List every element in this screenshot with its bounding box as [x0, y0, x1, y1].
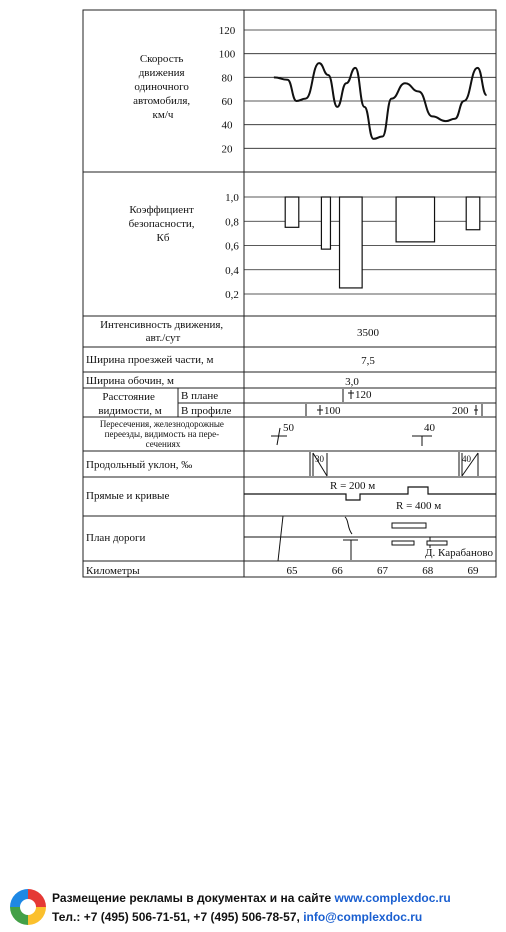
km-tick-label: 69 [467, 565, 479, 577]
plan-label: План дороги [86, 532, 146, 544]
crossings-label: Пересечения, железнодорожные переезды, видимость на пере- сечениях [99, 419, 224, 449]
visibility-plan-value: 120 [355, 389, 372, 401]
grade-value-2: 40 [462, 454, 471, 464]
curve-r2: R = 400 м [396, 500, 442, 512]
km-label: Километры [86, 565, 140, 577]
footer-email-link[interactable]: info@complexdoc.ru [303, 910, 423, 924]
footer-line-2: Тел.: +7 (495) 506-71-51, +7 (495) 506-78-57, info@complexdoc.ru [52, 910, 423, 924]
speed-tick-label: 60 [221, 96, 233, 108]
footer-ad [10, 885, 500, 930]
village-label: Д. Карабаново [425, 547, 493, 559]
safety-bar [396, 197, 434, 242]
safety-bar [340, 197, 363, 288]
safety-bar [285, 197, 299, 227]
grade-value-1: 30 [315, 454, 324, 464]
visibility-profile-value-2: 200 [452, 405, 469, 417]
speed-tick-label: 80 [221, 72, 233, 85]
km-tick-label: 66 [331, 565, 343, 577]
km-tick-label: 65 [286, 565, 298, 577]
crossing-2-value: 40 [424, 422, 435, 434]
safety-label: Коэффициент безопасности, Кб [128, 204, 195, 244]
grade-label: Продольный уклон, ‰ [86, 459, 193, 471]
intensity-label: Интенсивность движения, авт./сут [100, 319, 224, 344]
visibility-label: Расстояние видимости, м [98, 391, 162, 417]
building-block-2 [392, 541, 414, 545]
km-tick-label: 67 [377, 565, 388, 577]
building-block-1 [392, 523, 426, 528]
safety-bar [321, 197, 330, 249]
safety-tick-label: 0,4 [225, 264, 239, 277]
safety-tick-label: 0,6 [225, 240, 239, 253]
curves-label: Прямые и кривые [86, 490, 170, 502]
speed-tick-label: 120 [218, 25, 236, 37]
crossing-1-value: 50 [283, 422, 294, 434]
width-value: 7,5 [361, 355, 375, 367]
visibility-profile-value-1: 100 [324, 405, 341, 417]
curve-r1: R = 200 м [330, 480, 376, 492]
safety-bar [466, 197, 480, 230]
building-block-3 [427, 541, 447, 545]
safety-tick-label: 1,0 [225, 192, 239, 204]
safety-tick-label: 0,2 [225, 289, 239, 301]
speed-tick-label: 20 [221, 143, 233, 156]
speed-tick-label: 40 [221, 119, 233, 132]
intensity-value: 3500 [357, 327, 379, 339]
shoulder-value: 3,0 [345, 376, 359, 388]
visibility-plan-label: В плане [181, 390, 219, 402]
footer-line-1: Размещение рекламы в документах и на сайте www.complexdoc.ru [52, 891, 451, 905]
speed-tick-label: 100 [218, 48, 236, 61]
speed-label: Скорость движения одиночного автомобиля, км/ч [133, 53, 191, 121]
km-tick-label: 68 [422, 565, 434, 577]
width-label: Ширина проезжей части, м [86, 354, 214, 366]
shoulder-label: Ширина обочин, м [86, 375, 174, 387]
safety-tick-label: 0,8 [225, 216, 239, 229]
gear-logo-icon [10, 889, 46, 925]
visibility-profile-label: В профиле [181, 405, 232, 417]
footer-site-link[interactable]: www.complexdoc.ru [334, 891, 451, 905]
